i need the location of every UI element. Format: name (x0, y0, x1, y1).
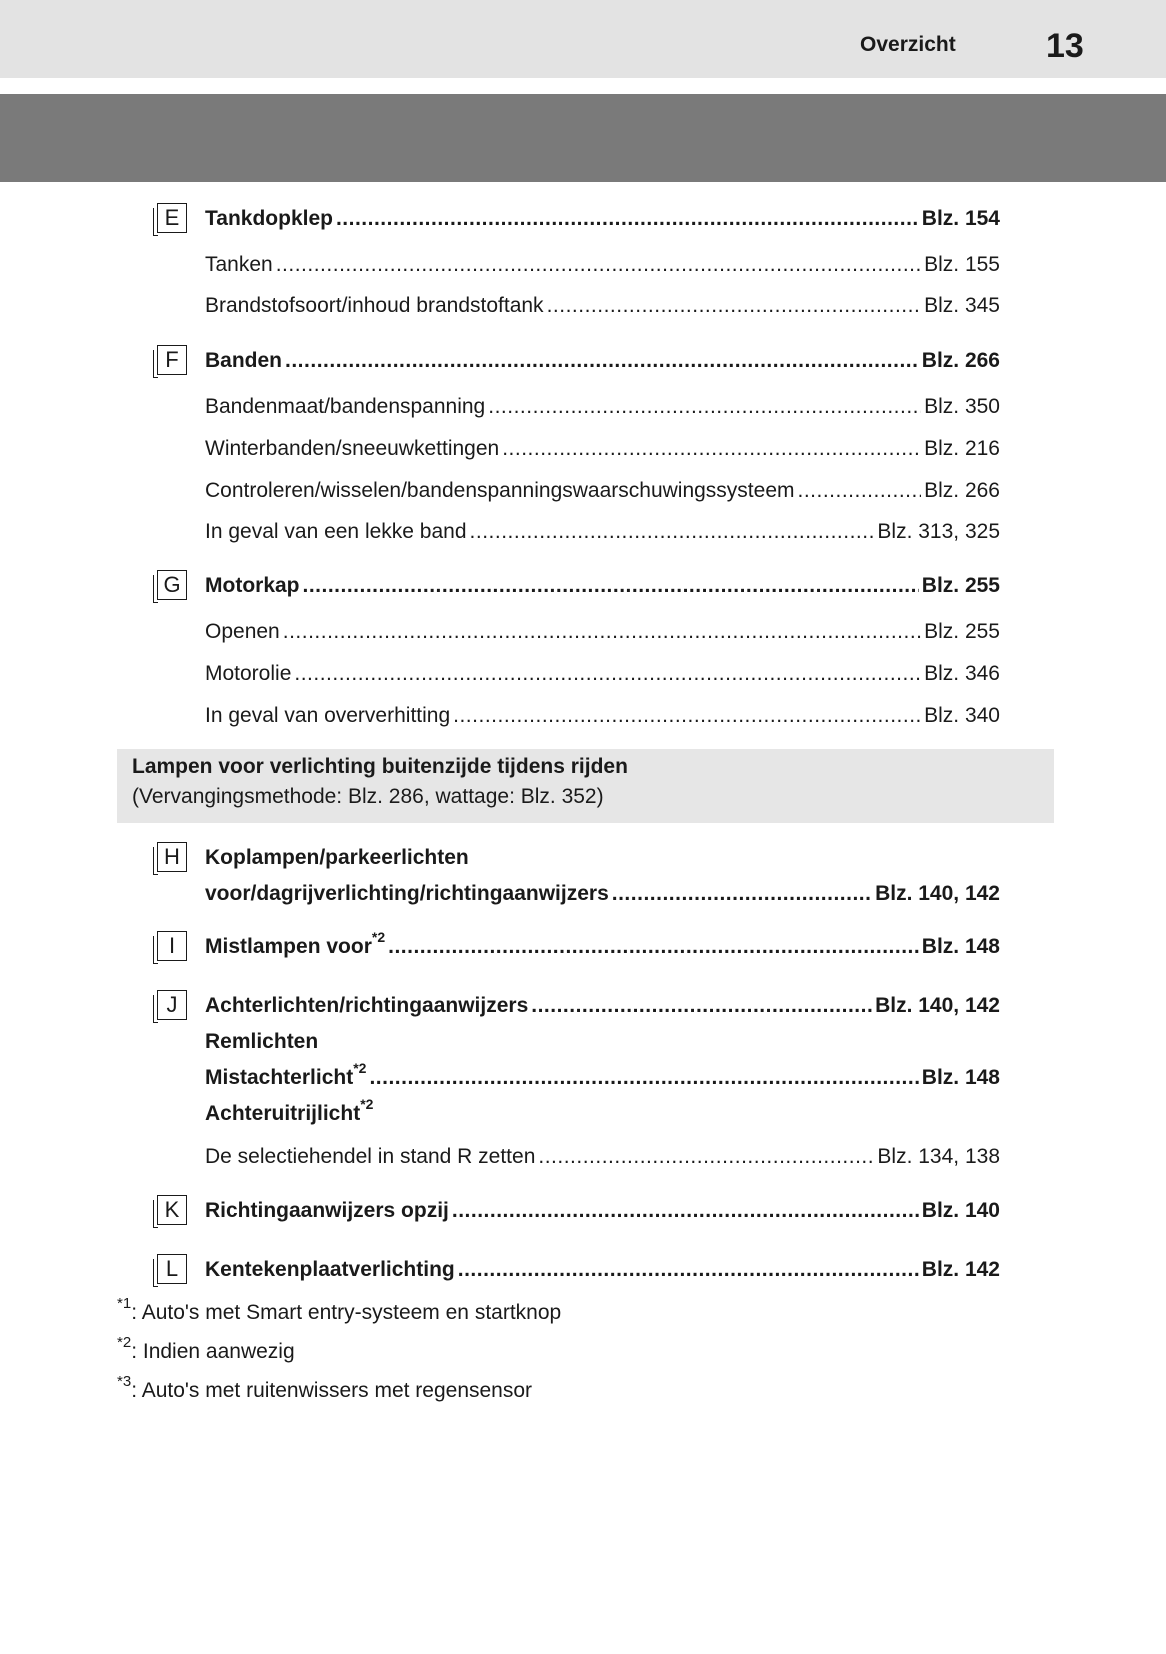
entry-page: Blz. 255 (921, 574, 1000, 597)
leader-dots (488, 392, 921, 422)
page-header (0, 0, 1166, 78)
entry-page: Blz. 313, 325 (877, 520, 1000, 543)
entry-title: Brandstofsoort/inhoud brandstoftank (205, 294, 544, 317)
index-entry-remlichten: Remlichten (205, 1030, 319, 1053)
entry-page: Blz. 216 (924, 437, 1000, 460)
index-entry-mistachterlicht[interactable] (205, 1060, 1000, 1093)
footnote-text: : Auto's met ruitenwissers met regensensor (131, 1379, 533, 1402)
index-entry-bandenmaat[interactable] (205, 392, 1000, 422)
entry-title: In geval van een lekke band (205, 520, 467, 543)
label-box-i: I (157, 931, 187, 961)
index-entry-selectiehendel[interactable] (205, 1142, 1000, 1172)
label-box-g: G (157, 570, 187, 600)
leader-dots (336, 204, 919, 234)
entry-page: Blz. 350 (924, 395, 1000, 418)
index-entry-achteruitrijlicht (205, 1096, 374, 1129)
leader-dots (798, 476, 922, 506)
entry-page: Blz. 140, 142 (875, 882, 1000, 905)
leader-dots (547, 291, 922, 321)
index-entry-tankdopklep[interactable] (205, 204, 1000, 234)
header-bar (0, 94, 1166, 182)
label-box-l: L (157, 1254, 187, 1284)
index-entry-koplampen[interactable] (205, 879, 1000, 909)
leader-dots (458, 1255, 919, 1285)
entry-title-text: Achteruitrijlicht (205, 1102, 361, 1125)
entry-page: Blz. 148 (921, 935, 1000, 958)
leader-dots (303, 571, 919, 601)
entry-title: Winterbanden/sneeuwkettingen (205, 437, 500, 460)
entry-title: In geval van oververhitting (205, 704, 451, 727)
entry-title: Controleren/wisselen/bandenspanningswaarschuwingssysteem (205, 479, 795, 502)
entry-page: Blz. 345 (924, 294, 1000, 317)
index-entry-lekke-band[interactable] (205, 517, 1000, 547)
label-box-k: K (157, 1195, 187, 1225)
index-entry-mistlampen-voor[interactable] (205, 929, 1000, 962)
index-entry-controleren[interactable] (205, 476, 1000, 506)
index-entry-oververhitting[interactable] (205, 701, 1000, 731)
entry-title-text: Mistlampen voor (205, 935, 372, 958)
entry-page: Blz. 346 (924, 662, 1000, 685)
lamps-info-title: Lampen voor verlichting buitenzijde tijdens rijden (132, 755, 628, 778)
label-box-h: H (157, 842, 187, 872)
leader-dots (294, 659, 921, 689)
entry-page: Blz. 148 (921, 1066, 1000, 1089)
footnote-mark: *1 (117, 1295, 132, 1312)
index-entry-achterlichten[interactable] (205, 991, 1000, 1021)
index-entry-brandstofsoort[interactable] (205, 291, 1000, 321)
label-box-e: E (157, 203, 187, 233)
leader-dots (531, 991, 872, 1021)
label-box-j: J (157, 990, 187, 1020)
entry-title: voor/dagrijverlichting/richtingaanwijzers (205, 882, 609, 905)
entry-title: Bandenmaat/bandenspanning (205, 395, 486, 418)
footnote-text: : Indien aanwezig (131, 1340, 295, 1363)
footnote-1 (117, 1295, 562, 1328)
leader-dots (369, 1063, 918, 1093)
entry-page: Blz. 155 (924, 253, 1000, 276)
leader-dots (470, 517, 875, 547)
entry-page: Blz. 266 (921, 349, 1000, 372)
leader-dots (283, 617, 921, 647)
entry-title (205, 1060, 367, 1093)
leader-dots (538, 1142, 874, 1172)
label-box-f: F (157, 345, 187, 375)
index-entry-kentekenplaatverlichting[interactable] (205, 1255, 1000, 1285)
entry-page: Blz. 154 (921, 207, 1000, 230)
entry-page: Blz. 266 (924, 479, 1000, 502)
page-number: 13 (1046, 27, 1084, 65)
index-entry-motorolie[interactable] (205, 659, 1000, 689)
entry-page: Blz. 340 (924, 704, 1000, 727)
entry-title: Achterlichten/richtingaanwijzers (205, 994, 529, 1017)
section-title: Overzicht (860, 33, 956, 56)
leader-dots (452, 1196, 919, 1226)
entry-title-text: Mistachterlicht (205, 1066, 354, 1089)
footnote-mark: *3 (117, 1373, 132, 1390)
entry-title: Motorolie (205, 662, 292, 685)
entry-title (205, 929, 386, 962)
footnote-2 (117, 1334, 295, 1367)
entry-title: Tanken (205, 253, 273, 276)
index-entry-winterbanden[interactable] (205, 434, 1000, 464)
footnote-ref: *2 (353, 1060, 367, 1076)
footnote-3 (117, 1373, 533, 1406)
footnote-mark: *2 (117, 1334, 132, 1351)
leader-dots (502, 434, 921, 464)
footnote-text: : Auto's met Smart entry-systeem en startknop (131, 1301, 562, 1324)
index-entry-koplampen-line1: Koplampen/parkeerlichten (205, 846, 469, 869)
leader-dots (388, 932, 919, 962)
entry-title: Motorkap (205, 574, 300, 597)
leader-dots (285, 346, 919, 376)
entry-title: De selectiehendel in stand R zetten (205, 1145, 536, 1168)
entry-title: Tankdopklep (205, 207, 333, 230)
entry-title: Openen (205, 620, 280, 643)
leader-dots (276, 250, 921, 280)
leader-dots (453, 701, 921, 731)
leader-dots (612, 879, 872, 909)
footnote-ref: *2 (360, 1096, 374, 1112)
index-entry-tanken[interactable] (205, 250, 1000, 280)
entry-title: Richtingaanwijzers opzij (205, 1199, 449, 1222)
entry-page: Blz. 142 (921, 1258, 1000, 1281)
entry-title: Banden (205, 349, 283, 372)
index-entry-banden[interactable] (205, 346, 1000, 376)
footnote-ref: *2 (371, 929, 386, 945)
entry-page: Blz. 134, 138 (877, 1145, 1000, 1168)
entry-page: Blz. 140, 142 (875, 994, 1000, 1017)
lamps-info-subtitle: (Vervangingsmethode: Blz. 286, wattage: Blz. 352) (132, 785, 604, 808)
index-entry-motorkap[interactable] (205, 571, 1000, 601)
entry-page: Blz. 255 (924, 620, 1000, 643)
entry-title: Kentekenplaatverlichting (205, 1258, 455, 1281)
entry-page: Blz. 140 (921, 1199, 1000, 1222)
index-entry-openen[interactable] (205, 617, 1000, 647)
index-entry-richtingaanwijzers-opzij[interactable] (205, 1196, 1000, 1226)
